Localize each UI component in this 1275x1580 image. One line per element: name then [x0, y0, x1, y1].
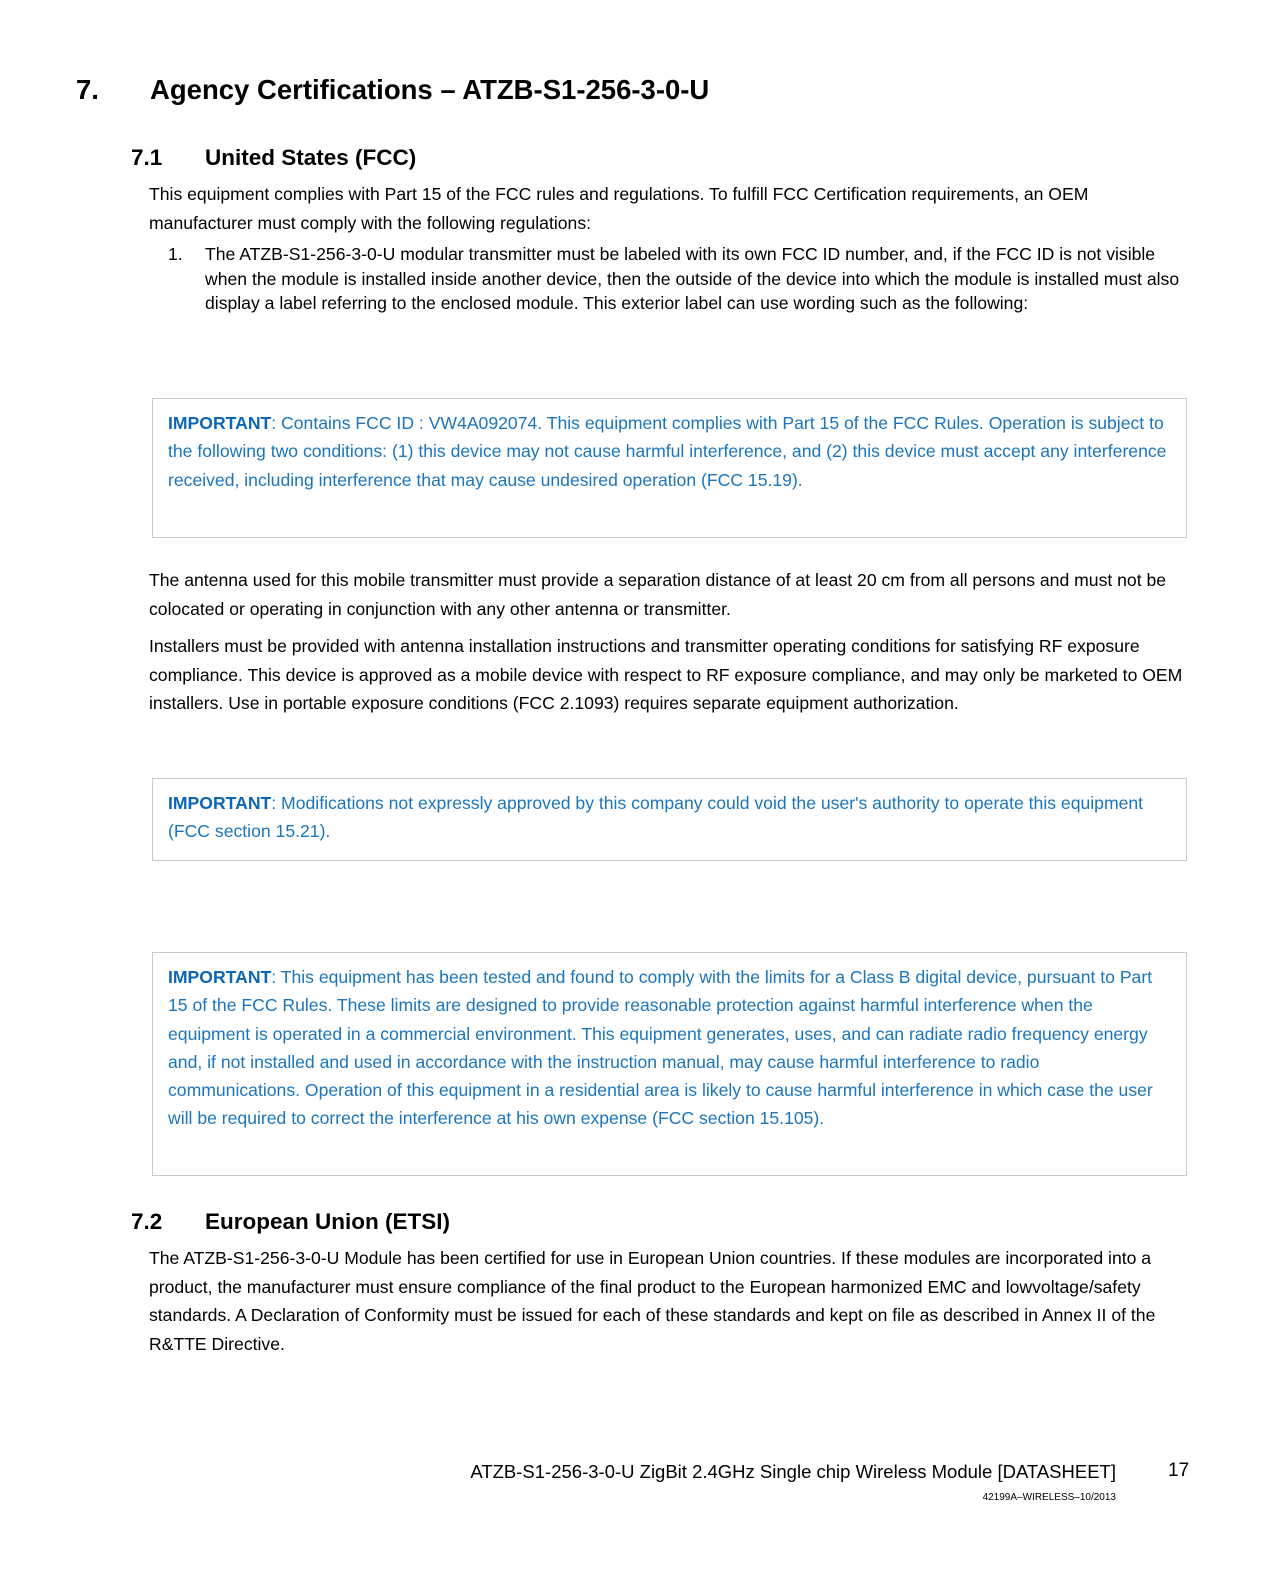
fcc-intro-paragraph: This equipment complies with Part 15 of the FCC rules and regulations. To fulfill FCC Certification requirements, an OEM manufacturer must comply with the following regulations: — [149, 184, 1089, 233]
list-item — [168, 242, 1188, 316]
page-number: 17 — [1168, 1460, 1190, 1481]
important-label: IMPORTANT — [168, 413, 272, 433]
important-notice-class-b — [152, 952, 1187, 1176]
installers-paragraph: Installers must be provided with antenna installation instructions and transmitter operating conditions for satisfying RF exposure compliance. This device is approved as a mobile device with respect to RF exposure compliance, and may only be marketed to OEM installers. Use in portable exposure conditions (FCC 2.1093) requires separate equipment authorization. — [149, 636, 1183, 713]
footer-document-title: ATZB-S1-256-3-0-U ZigBit 2.4GHz Single chip Wireless Module [DATASHEET] — [470, 1461, 1116, 1482]
section-7-1-number: 7.1 — [131, 145, 163, 170]
section-7-2-number: 7.2 — [131, 1209, 163, 1234]
list-marker: 1. — [168, 244, 183, 264]
important-text: : This equipment has been tested and found to comply with the limits for a Class B digital device, pursuant to Part 15 of the FCC Rules. These limits are designed to provide reasonable protection against harmful interference when the equipment is operated in a commercial environment. This equipment generates, uses, and can radiate radio frequency energy and, if not installed and used in accordance with the instruction manual, may cause harmful interference to radio communications. Operation of this equipment in a residential area is likely to cause harmful interference in which case the user will be required to correct the interference at his own expense (FCC section 15.105). — [168, 967, 1153, 1129]
list-item-text: The ATZB-S1-256-3-0-U modular transmitter must be labeled with its own FCC ID number, and, if the FCC ID is not visible when the module is installed inside another device, then the outside of the device into which the module is installed must also display a label referring to the enclosed module. This exterior label can use wording such as the following: — [205, 244, 1180, 314]
chapter-number: 7. — [76, 74, 99, 105]
section-7-1-heading — [131, 145, 417, 171]
section-7-1-title: United States (FCC) — [205, 145, 417, 170]
antenna-paragraph: The antenna used for this mobile transmitter must provide a separation distance of at least 20 cm from all persons and must not be colocated or operating in conjunction with any other antenna or transmitter. — [149, 570, 1167, 619]
etsi-paragraph: The ATZB-S1-256-3-0-U Module has been certified for use in European Union countries. If these modules are incorporated into a product, the manufacturer must ensure compliance of the final product to the European harmonized EMC and lowvoltage/safety standards. A Declaration of Conformity must be issued for each of these standards and kept on file as described in Annex II of the R&TTE Directive. — [149, 1248, 1156, 1354]
footer-document-code: 42199A–WIRELESS–10/2013 — [982, 1492, 1116, 1503]
important-label: IMPORTANT — [168, 793, 272, 813]
section-7-2-title: European Union (ETSI) — [205, 1209, 450, 1234]
important-notice-fcc-id — [152, 398, 1187, 538]
chapter-title: Agency Certifications – ATZB-S1-256-3-0-U — [150, 74, 710, 105]
important-text: : Contains FCC ID : VW4A092074. This equipment complies with Part 15 of the FCC Rules. Operation is subject to the following two conditions: (1) this device may not cause harmful interference, and (2) this device must accept any interference received, including interference that may cause undesired operation (FCC 15.19). — [168, 413, 1167, 490]
important-text: : Modifications not expressly approved by this company could void the user's authority to operate this equipment (FCC section 15.21). — [168, 793, 1144, 842]
important-label: IMPORTANT — [168, 967, 272, 987]
important-notice-modifications — [152, 778, 1187, 861]
section-7-2-heading — [131, 1209, 450, 1235]
